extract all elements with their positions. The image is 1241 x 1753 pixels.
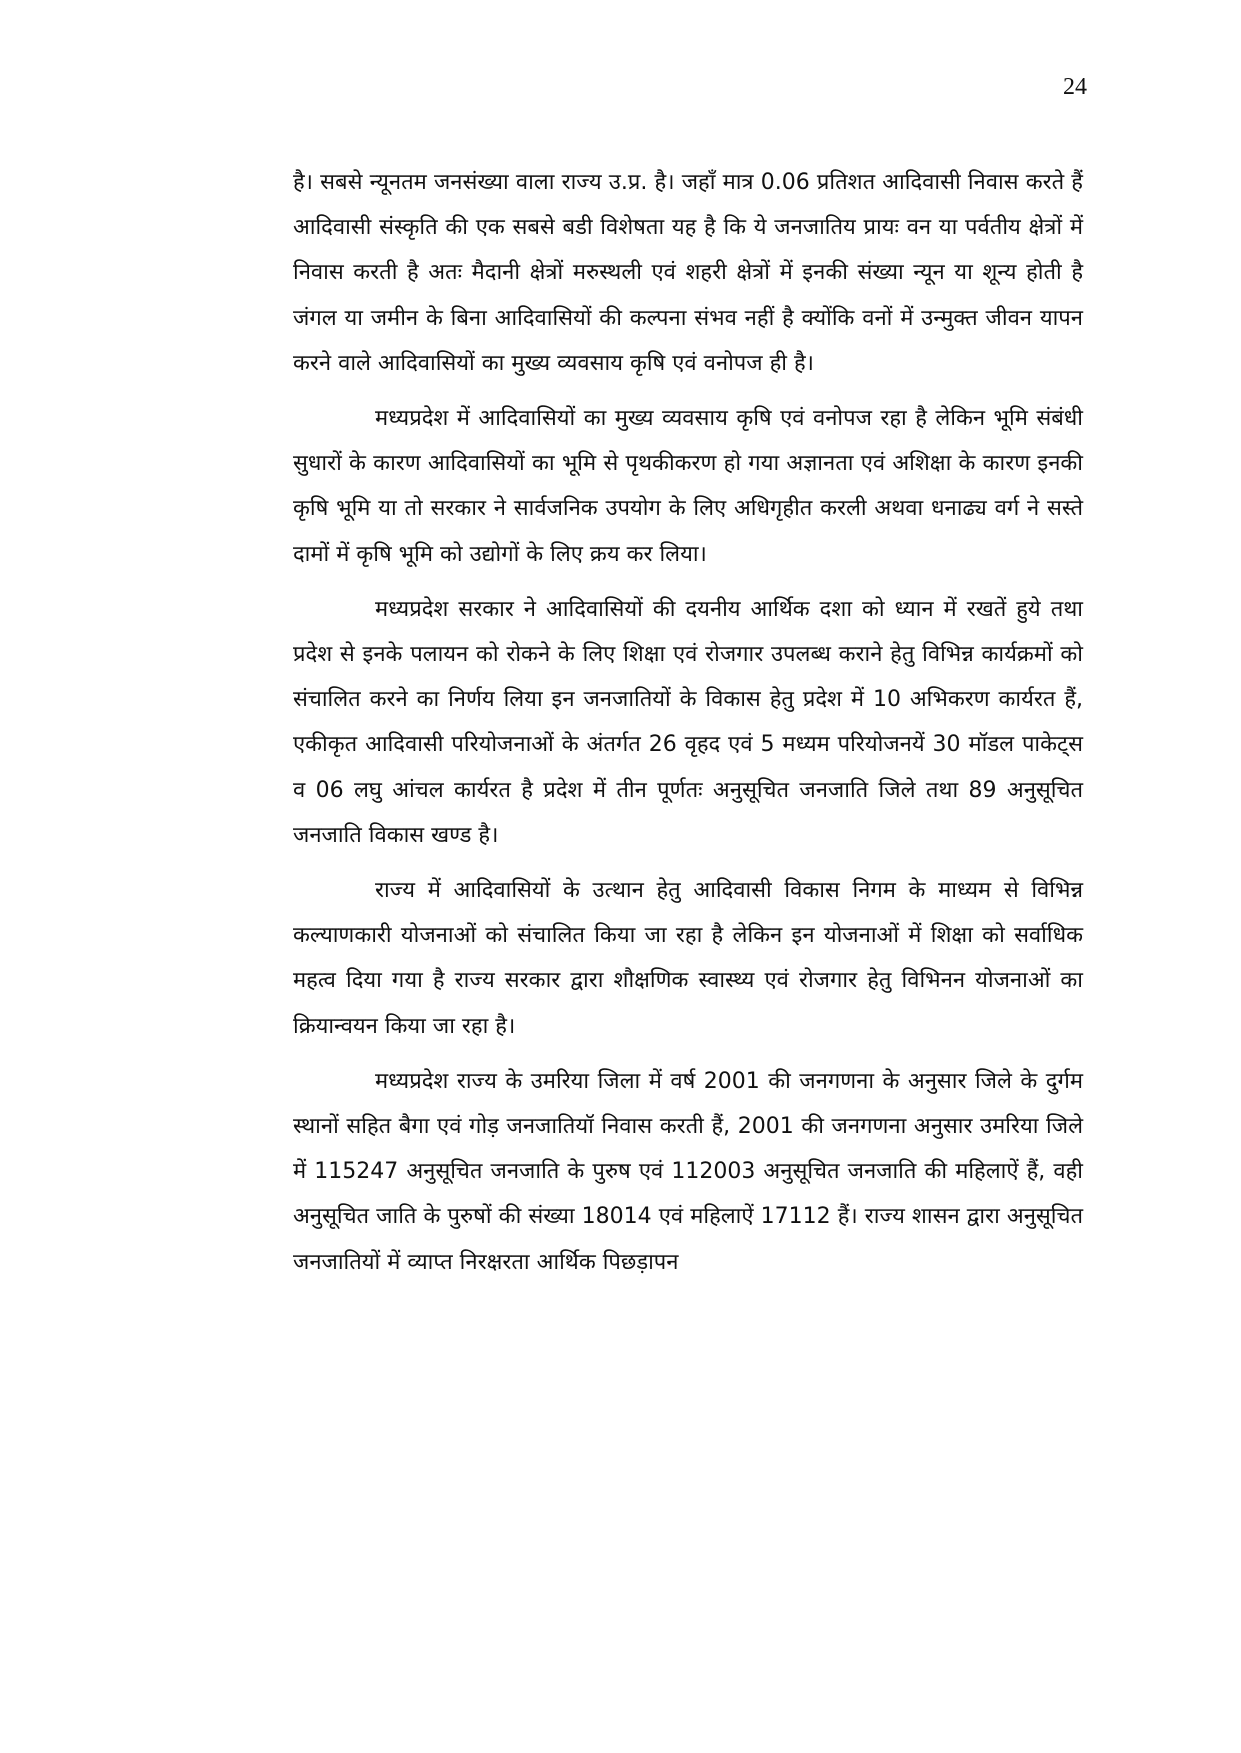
- page-number: 24: [1063, 74, 1087, 100]
- document-body: [293, 160, 1083, 1295]
- paragraph: मध्यप्रदेश सरकार ने आदिवासियों की दयनीय आर्थिक दशा को ध्यान में रखतें हुये तथा प्रदेश से इनके पलायन को रोकने के लिए शिक्षा एवं रोजगार उपलब्ध कराने हेतु विभिन्न कार्यक्रमों को संचालित करने का निर्णय लिया इन जनजातियों के विकास हेतु प्रदेश में 10 अभिकरण कार्यरत हैं, एकीकृत आदिवासी परियोजनाओं के अंतर्गत 26 वृहद एवं 5 मध्यम परियोजनयें 30 मॉडल पाकेट्स व 06 लघु आंचल कार्यरत है प्रदेश में तीन पूर्णतः अनुसूचित जनजाति जिले तथा 89 अनुसूचित जनजाति विकास खण्ड है।: [293, 596, 1083, 848]
- paragraph: मध्यप्रदेश में आदिवासियों का मुख्य व्यवसाय कृषि एवं वनोपज रहा है लेकिन भूमि संबंधी सुधारों के कारण आदिवासियों का भूमि से पृथकीकरण हो गया अज्ञानता एवं अशिक्षा के कारण इनकी कृषि भूमि या तो सरकार ने सार्वजनिक उपयोग के लिए अधिगृहीत करली अथवा धनाढ्य वर्ग ने सस्ते दामों में कृषि भूमि को उद्योगों के लिए क्रय कर लिया।: [293, 406, 1083, 567]
- paragraph: राज्य में आदिवासियों के उत्थान हेतु आदिवासी विकास निगम के माध्यम से विभिन्न कल्याणकारी योजनाओं को संचालित किया जा रहा है लेकिन इन योजनाओं में शिक्षा को सर्वाधिक महत्व दिया गया है राज्य सरकार द्वारा शौक्षणिक स्वास्थ्य एवं रोजगार हेतु विभिनन योजनाओं का क्रियान्वयन किया जा रहा है।: [293, 878, 1083, 1039]
- paragraph-continuation: है। सबसे न्यूनतम जनसंख्या वाला राज्य उ.प्र. है। जहाँ मात्र 0.06 प्रतिशत आदिवासी निवास करते हैं आदिवासी संस्कृति की एक सबसे बडी विशेषता यह है कि ये जनजातिय प्रायः वन या पर्वतीय क्षेत्रों में निवास करती है अतः मैदानी क्षेत्रों मरुस्थली एवं शहरी क्षेत्रों में इनकी संख्या न्यून या शून्य होती है जंगल या जमीन के बिना आदिवासियों की कल्पना संभव नहीं है क्योंकि वनों में उन्मुक्त जीवन यापन करने वाले आदिवासियों का मुख्य व्यवसाय कृषि एवं वनोपज ही है।: [293, 170, 1083, 376]
- paragraph: मध्यप्रदेश राज्य के उमरिया जिला में वर्ष 2001 की जनगणना के अनुसार जिले के दुर्गम स्थानों सहित बैगा एवं गोड़ जनजातियॉ निवास करती हैं, 2001 की जनगणना अनुसार उमरिया जिले में 115247 अनुसूचित जनजाति के पुरुष एवं 112003 अनुसूचित जनजाति की महिलाऐं हैं, वही अनुसूचित जाति के पुरुषों की संख्या 18014 एवं महिलाऐं 17112 हैं। राज्य शासन द्वारा अनुसूचित जनजातियों में व्याप्त निरक्षरता आर्थिक पिछड़ापन: [293, 1068, 1083, 1275]
